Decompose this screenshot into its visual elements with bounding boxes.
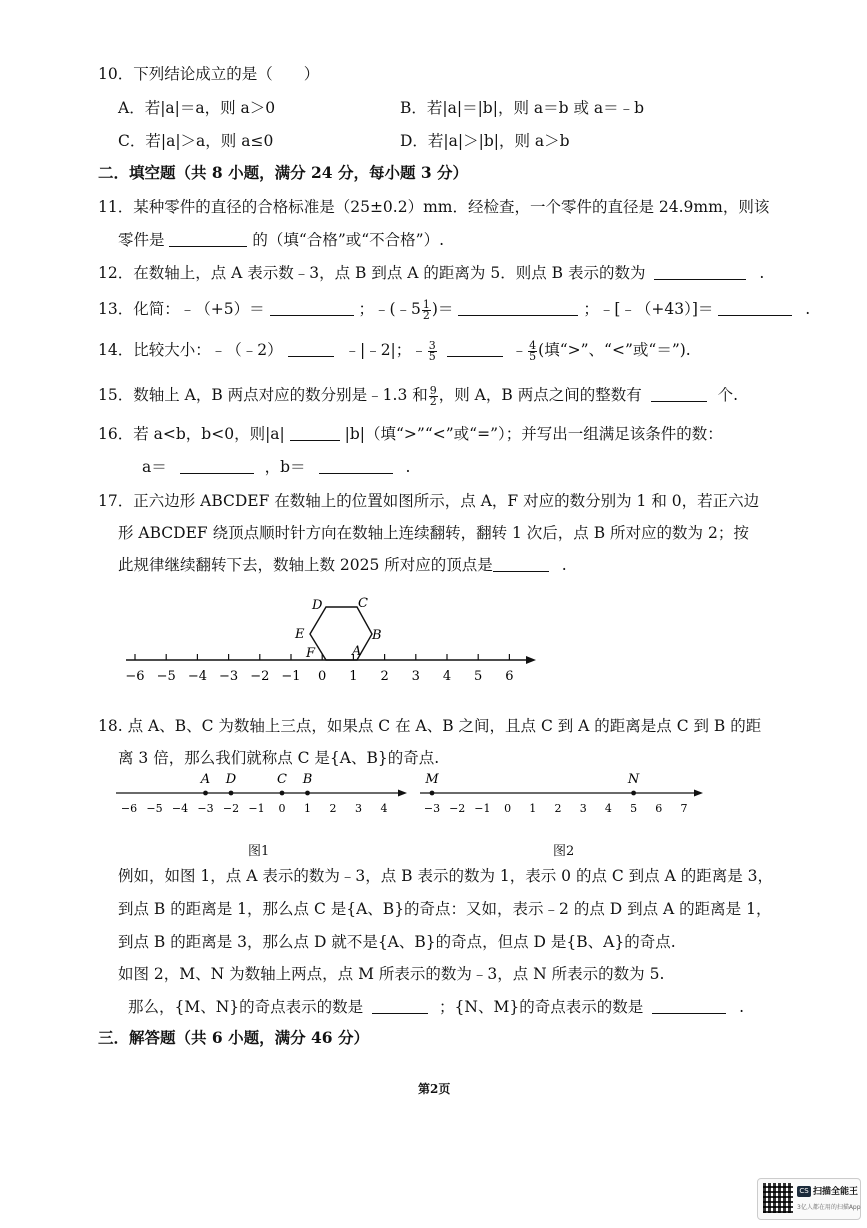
fig2-tick-label: 4 [604, 802, 612, 815]
q16-line1 [98, 423, 723, 445]
q17-text-pre: 此规律继续翻转下去，数轴上数 2025 所对应的顶点是 [118, 556, 493, 574]
q17-tick-label: −5 [156, 669, 176, 684]
q15-answer-blank [651, 386, 707, 402]
q17-answer-blank [493, 556, 549, 572]
fig1-point-label-c: C [277, 772, 287, 787]
q10-stem: 10．下列结论成立的是（ ） [98, 65, 320, 83]
q14-line [98, 339, 691, 362]
q13-blank-2 [458, 300, 578, 316]
fig2-tick-label: 1 [529, 802, 537, 815]
fig1-tick-label: 4 [380, 802, 388, 815]
fig2-point-label-n: N [627, 772, 640, 787]
q17-tick-label: −4 [187, 669, 207, 684]
q11-text-post: 的（填“合格”或“不合格”）. [252, 231, 445, 249]
scanner-tagline: 3亿人都在用的扫描App [797, 1204, 861, 1211]
fig2-tick-label: 7 [680, 802, 688, 815]
q18-example-4: 如图 2，M、N 为数轴上两点，点 M 所表示的数为﹣3，点 N 所表示的数为 5. [118, 965, 665, 983]
q13-text-2: ；﹣(﹣5 [358, 300, 421, 318]
fig1-axis-arrow [398, 790, 407, 797]
fig2-axis-arrow [694, 790, 703, 797]
q18-blank-2 [652, 998, 726, 1014]
q18-ask-end: . [739, 998, 745, 1016]
q17-tick-label: −1 [281, 669, 301, 684]
q13-fraction: $\frac{1}{2}$ [422, 297, 430, 322]
q18-figure-2 [416, 766, 710, 822]
q17-tick-label: 4 [442, 669, 452, 684]
q11-line1: 11．某种零件的直径的合格标准是（25±0.2）mm．经检查，一个零件的直径是 24.9mm，则该 [98, 198, 770, 216]
q16-text-1: 16．若 a<b，b<0，则|a| [98, 425, 285, 443]
q12-line [98, 262, 764, 284]
q13-text-4: ；﹣[﹣（+43）]＝ [583, 300, 714, 318]
q15-text-3: 个. [717, 386, 739, 404]
q18-example-3: 到点 B 的距离是 3，那么点 D 就不是{A、B}的奇点，但点 D 是{B、A}的奇点. [118, 933, 676, 951]
q17-tick-label: 5 [474, 669, 483, 684]
q17-tick-label: 2 [380, 669, 389, 684]
fig1-point-c [280, 791, 285, 796]
q17-tick-label: 0 [318, 669, 327, 684]
q14-text-2: ﹣|﹣2|；﹣ [344, 341, 427, 359]
q10-option-b: B．若|a|＝|b|，则 a＝b 或 a＝﹣b [400, 99, 645, 117]
fig1-tick-label: −3 [197, 802, 214, 815]
fig1-tick-label: 3 [355, 802, 362, 815]
q13-text-5: . [805, 300, 811, 318]
q11-answer-blank [169, 231, 247, 247]
section-2-heading: 二．填空题（共 8 小题，满分 24 分，每小题 3 分） [98, 163, 469, 182]
scanner-brand: 扫描全能王 [813, 1187, 859, 1197]
q12-answer-blank [654, 264, 746, 280]
q16-blank-b [319, 458, 393, 474]
fig2-tick-label: 2 [554, 802, 562, 815]
q14-blank-2 [447, 341, 503, 357]
q18-blank-1 [372, 998, 428, 1014]
fig2-point-m [430, 791, 435, 796]
fig1-tick-label: −5 [146, 802, 163, 815]
vertex-label-a: A [352, 644, 362, 659]
q17-tick-label: −2 [250, 669, 270, 684]
q15-text-1: 15．数轴上 A，B 两点对应的数分别是﹣1.3 和 [98, 386, 428, 404]
q16-text-2: |b|（填“>”“<”或“=”）；并写出一组满足该条件的数： [344, 425, 723, 443]
q13-line [98, 298, 810, 321]
vertex-label-d: D [312, 598, 323, 613]
q17-tick-label: 1 [349, 669, 358, 684]
q14-text-1: 14．比较大小：﹣（﹣2） [98, 341, 283, 359]
q13-blank-3 [718, 300, 792, 316]
q16-blank-a [180, 458, 254, 474]
fig1-tick-label: −6 [120, 802, 138, 815]
q18-question [128, 996, 744, 1018]
q17-tick-label: 6 [505, 669, 514, 684]
q14-fraction-2: $\frac{4}{5}$ [529, 338, 537, 363]
q17-line3 [118, 554, 567, 576]
fig1-tick-label: −1 [248, 802, 265, 815]
q16-line2 [142, 456, 410, 478]
q17-tick-label: −3 [219, 669, 239, 684]
q15-line [98, 384, 738, 407]
fig1-point-b [305, 791, 310, 796]
qr-code-icon [763, 1183, 793, 1213]
fig2-point-n [631, 791, 636, 796]
fig1-tick-label: 2 [329, 802, 337, 815]
q17-line1: 17．正六边形 ABCDEF 在数轴上的位置如图所示，点 A，F 对应的数分别为 1 和 0，若正六边 [98, 492, 760, 510]
fig1-tick-label: 0 [278, 802, 286, 815]
fig1-tick-label: −4 [171, 802, 189, 815]
vertex-label-e: E [295, 627, 305, 642]
q13-text-3: )＝ [431, 300, 454, 318]
q14-fraction-1: $\frac{3}{5}$ [428, 338, 436, 363]
fig1-point-label-d: D [225, 772, 237, 787]
q17-tick-label: 3 [411, 669, 420, 684]
page-number: 第2页 [418, 1082, 451, 1096]
vertex-label-c: C [358, 596, 368, 611]
q17-hexagon [310, 607, 372, 660]
fig1-point-a [203, 791, 208, 796]
q17-hexagon-figure [120, 588, 540, 688]
fig2-point-label-m: M [425, 772, 439, 787]
q11-text-pre: 零件是 [118, 231, 165, 249]
q18-line2: 离 3 倍，那么我们就称点 C 是{A、B}的奇点. [118, 749, 440, 767]
fig1-point-label-b: B [302, 772, 313, 787]
q10-option-d: D．若|a|＞|b|，则 a＞b [400, 132, 570, 150]
q13-text-1: 13．化简：﹣（+5）＝ [98, 300, 265, 318]
q11-line2 [118, 229, 444, 251]
q17-tick-label: −6 [125, 669, 145, 684]
q10-option-c: C．若|a|＞a，则 a≤0 [118, 132, 274, 150]
q14-blank-1 [288, 341, 334, 357]
fig2-tick-label: −1 [474, 802, 491, 815]
section-3-heading: 三．解答题（共 6 小题，满分 46 分） [98, 1028, 369, 1047]
q16-a-label: a＝ [142, 458, 167, 476]
q17-text-post: . [561, 556, 567, 574]
q16-end: . [405, 458, 411, 476]
q15-text-2: ，则 A，B 两点之间的整数有 [438, 386, 642, 404]
fig1-point-d [229, 791, 234, 796]
q14-text-4: (填“>”、“<”或“＝”). [538, 341, 691, 359]
q13-blank-1 [270, 300, 354, 316]
q18-example-2: 到点 B 的距离是 1，那么点 C 是{A、B}的奇点：又如，表示﹣2 的点 D 到点 A 的距离是 1， [118, 900, 772, 918]
q17-axis-arrow [526, 656, 536, 664]
q16-b-label: ，b＝ [264, 458, 306, 476]
q17-line2: 形 ABCDEF 绕顶点顺时针方向在数轴上连续翻转，翻转 1 次后，点 B 所对应的数为 2；按 [118, 524, 749, 542]
fig2-tick-label: −2 [449, 802, 466, 815]
fig1-tick-label: −2 [222, 802, 240, 815]
q18-ask-mid: ；{N、M}的奇点表示的数是 [439, 998, 644, 1016]
q18-line1: 18. 点 A、B、C 为数轴上三点，如果点 C 在 A、B 之间，且点 C 到 A 的距离是点 C 到 B 的距 [98, 717, 762, 735]
vertex-label-f: F [306, 646, 316, 661]
fig2-tick-label: 0 [504, 802, 512, 815]
q18-figure-1 [112, 766, 412, 822]
vertex-label-b: B [372, 628, 382, 643]
q18-example-1: 例如，如图 1，点 A 表示的数为﹣3，点 B 表示的数为 1，表示 0 的点 C 到点 A 的距离是 3， [118, 867, 773, 885]
fig2-tick-label: 5 [630, 802, 638, 815]
fig2-caption: 图2 [553, 844, 575, 859]
q12-text-post: . [759, 264, 765, 282]
fig2-tick-label: −3 [423, 802, 441, 815]
fig2-tick-label: 6 [655, 802, 663, 815]
fig1-caption: 图1 [248, 844, 270, 859]
fig1-tick-label: 1 [304, 802, 311, 815]
q12-text-pre: 12．在数轴上，点 A 表示数﹣3，点 B 到点 A 的距离为 5．则点 B 表示的数为 [98, 264, 646, 282]
camscanner-logo-icon: CS [797, 1186, 811, 1197]
q14-text-3: ﹣ [511, 341, 528, 359]
fig2-tick-label: 3 [579, 802, 587, 815]
q16-blank-compare [290, 425, 340, 441]
q18-ask-pre: 那么，{M、N}的奇点表示的数是 [128, 998, 364, 1016]
fig1-point-label-a: A [200, 772, 211, 787]
q15-fraction: $\frac{9}{2}$ [429, 383, 437, 408]
q10-option-a: A．若|a|＝a，则 a＞0 [118, 99, 276, 117]
